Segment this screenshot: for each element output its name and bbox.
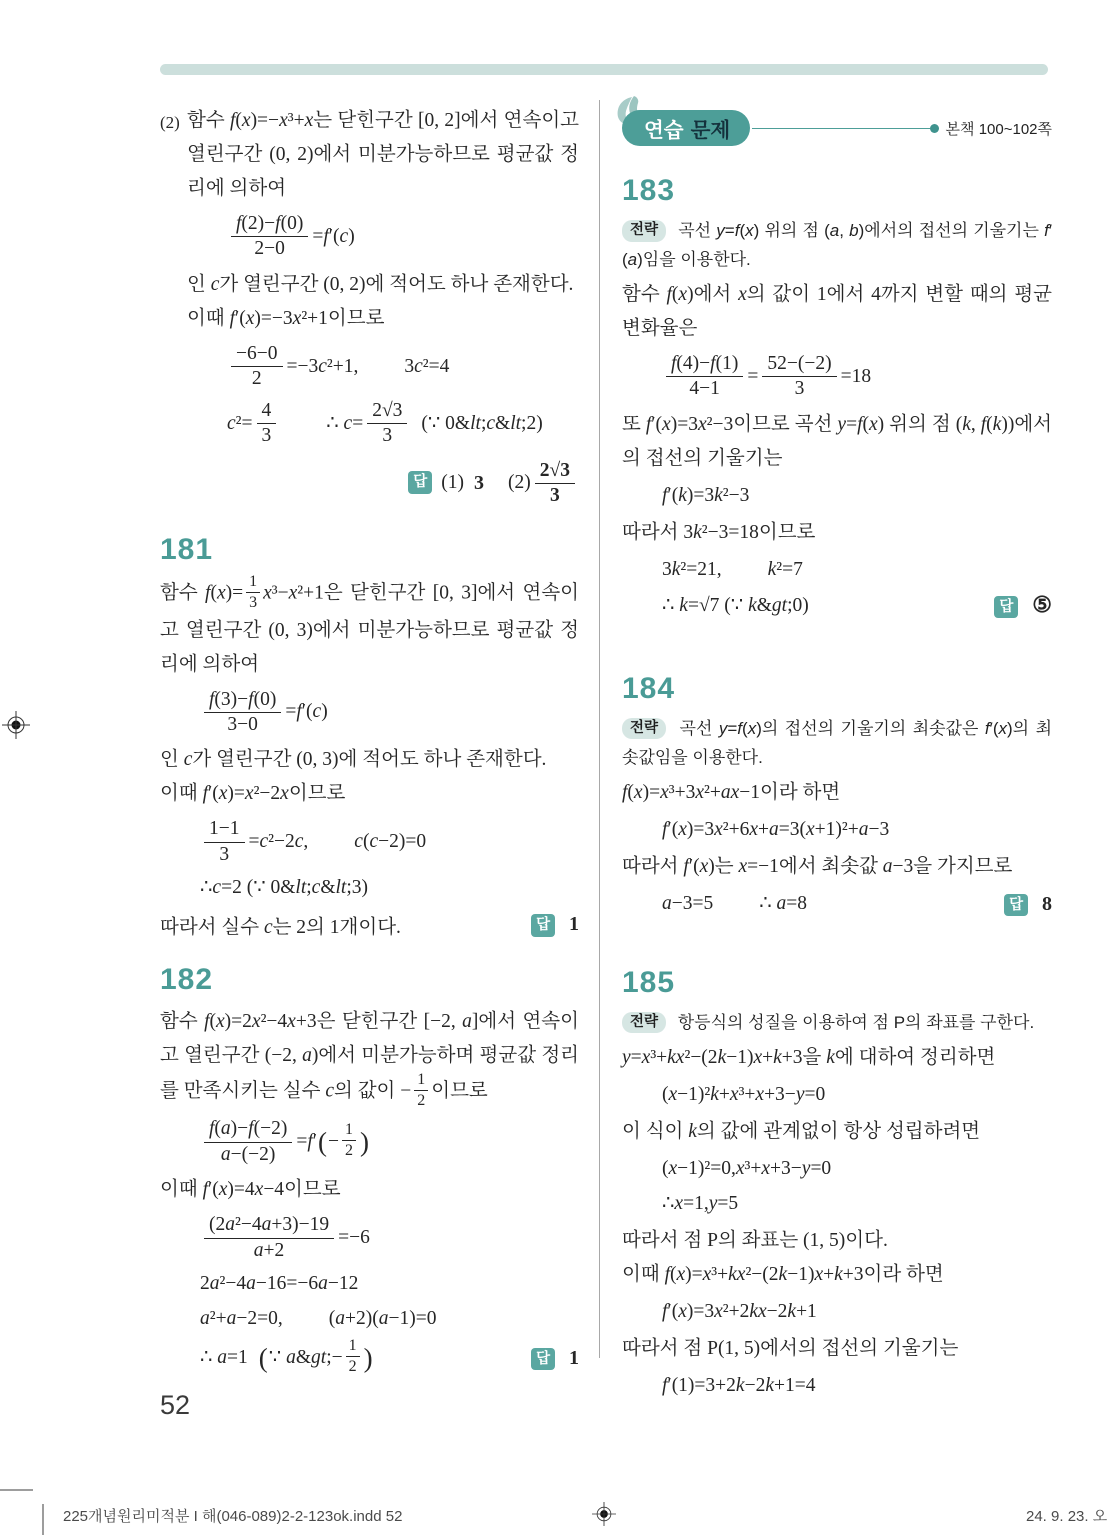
equation-text: a−3=5: [662, 893, 714, 915]
equation: [200, 1304, 579, 1334]
frac-num: 1−1: [204, 818, 245, 842]
paragraph-text: 함수 f(x)=: [160, 582, 244, 604]
equation-text: ∴ a=8: [759, 893, 808, 915]
frac-num: 4: [257, 400, 277, 424]
strategy-text: 곡선 y=f(x) 위의 점 (a, b)에서의 접선의 기울기는 f′(a)임을 이용한다.: [622, 221, 1052, 269]
equation-text: =c²−2c,: [248, 831, 309, 853]
answer-badge: 답: [994, 596, 1018, 619]
frac-num: 2√3: [535, 460, 575, 484]
solution-part-2: [160, 104, 579, 509]
left-column: [160, 104, 579, 1382]
paragraph: 함수 f(x)에서 x의 값이 1에서 4까지 변할 때의 평균변화율은: [622, 284, 1052, 339]
registration-mark-left: [2, 711, 30, 739]
paragraph: [160, 104, 579, 206]
fraction: [231, 343, 283, 391]
equation-text: k²=7: [767, 558, 803, 580]
registration-mark-bottom: [592, 1502, 616, 1526]
equation: f ′( x )=3 x ²+6 x + a =3( x +1)²+ a −3: [662, 818, 890, 840]
frac-num: f(2)−f(0): [231, 213, 308, 237]
equation-text: −: [328, 1131, 340, 1153]
fraction: [257, 400, 277, 448]
page-ref-dot: [930, 124, 939, 133]
equation-text: (∵ 0&lt;c&lt;2): [421, 412, 543, 434]
frac-den: 2: [348, 1357, 357, 1375]
problem-number: 181: [160, 533, 214, 567]
footer-date: 24. 9. 23. 오: [1026, 1508, 1108, 1525]
equation-text: a²+a−2=0,: [200, 1308, 283, 1330]
equation: 2 a ²−4 a −16=−6 a −12: [200, 1273, 359, 1295]
answer-badge: 답: [408, 471, 432, 494]
answer-value: ⑤: [1032, 591, 1052, 617]
strategy-badge: 전략: [622, 220, 666, 242]
crop-mark-horizontal: [0, 1489, 33, 1491]
paragraph: 따라서 점 P의 좌표는 (1, 5)이다.: [622, 1229, 888, 1251]
frac-num: (2a²−4a+3)−19: [204, 1214, 334, 1238]
frac-den: 3: [249, 593, 258, 611]
answer-value: 1: [569, 913, 579, 935]
equation-text: 3c²=4: [404, 355, 450, 377]
problem-185: [622, 965, 1052, 1401]
equation-group: [662, 889, 807, 919]
answer-row: [160, 911, 579, 939]
frac-den: a+2: [253, 1239, 285, 1261]
paragraph-text: 함수 f(x)=−x³+x는 닫힌구간 [0, 2]에서 연속이고 열린구간 (0, 2)에서 미분가능하므로 평균값 정리에 의하여: [187, 110, 579, 199]
frac-den: a−(−2): [220, 1143, 276, 1165]
frac-den: 3: [550, 484, 560, 506]
equation: [200, 687, 579, 739]
frac-num: −6−0: [231, 343, 283, 367]
equation-text: =−6: [338, 1227, 370, 1249]
equation: [227, 398, 579, 450]
paragraph: 따라서 f′(x)는 x=−1에서 최솟값 a−3을 가지므로: [622, 855, 1013, 877]
equation: [227, 211, 579, 263]
equation-group: [200, 1339, 374, 1377]
frac-num: f(4)−f(1): [666, 353, 743, 377]
fraction: [367, 400, 407, 448]
equation-text: 3k²=21,: [662, 558, 722, 580]
paragraph-text: 따라서 실수 c는 2의 1개이다.: [160, 917, 401, 939]
frac-den: 3: [219, 843, 230, 865]
paragraph: 인 c가 열린구간 (0, 3)에 적어도 하나 존재한다.: [160, 749, 547, 771]
frac-num: f(a)−f(−2): [204, 1118, 292, 1142]
paren-open: (: [258, 1342, 268, 1373]
frac-den: 4−1: [689, 378, 720, 400]
equation: ∴ x =1, y =5: [662, 1192, 739, 1214]
frac-num: 1: [414, 1071, 428, 1091]
answer-badge: 답: [531, 914, 555, 937]
frac-den: 2: [251, 368, 262, 390]
right-column: [622, 100, 1052, 1406]
strategy-text: 항등식의 성질을 이용하여 점 P의 좌표를 구한다.: [677, 1012, 1035, 1032]
equation: ( x −1)²=0, x ³+ x +3− y =0: [662, 1157, 832, 1179]
paragraph-text: 이므로: [431, 1080, 488, 1102]
strategy: [622, 1008, 1052, 1037]
equation: f ′( k )=3 k ²−3: [662, 484, 750, 506]
answer-row: [187, 458, 579, 510]
problem-number: 183: [622, 174, 676, 207]
paragraph: y=x³+kx²−(2k−1)x+k+3을 k에 대하여 정리하면: [622, 1046, 996, 1068]
problem-number: 182: [160, 963, 214, 997]
paren-close: ): [360, 1126, 370, 1157]
paragraph: 따라서 3k²−3=18이므로: [622, 521, 816, 543]
frac-den: 2: [417, 1091, 426, 1109]
paragraph: 이 식이 k의 값에 관계없이 항상 성립하려면: [622, 1120, 981, 1142]
equation-text: =−3c²+1,: [286, 355, 359, 377]
paragraph: [160, 1005, 579, 1111]
frac-den: 3: [382, 425, 393, 447]
frac-den: 3: [794, 378, 805, 400]
strategy: [622, 216, 1052, 274]
paragraph: 이때 f′(x)=−3x²+1이므로: [187, 307, 385, 329]
answer-value: 3: [474, 471, 485, 494]
frac-den: 2−0: [254, 238, 285, 260]
frac-num: 2√3: [367, 400, 407, 424]
frac-den: 3: [261, 425, 272, 447]
answer-group: [531, 1343, 579, 1374]
answer-part-label: (2): [508, 472, 531, 494]
equation-text: =f′(c): [312, 225, 355, 247]
fraction: [204, 1118, 292, 1166]
crop-mark-vertical: [42, 1504, 44, 1535]
item-marker: (2): [160, 113, 180, 132]
page-number: 52: [160, 1390, 191, 1420]
paragraph: 이때 f′(x)=x²−2x이므로: [160, 783, 346, 805]
practice-badge-word2: 문제: [690, 119, 731, 142]
paragraph: [160, 575, 579, 681]
equation: [200, 816, 579, 868]
answer-group: [1004, 889, 1052, 920]
answer-part-label: (1): [441, 472, 465, 494]
fraction: [762, 353, 836, 401]
paragraph: 따라서 점 P(1, 5)에서의 접선의 기울기는: [622, 1337, 959, 1359]
fraction: [342, 1121, 356, 1159]
strategy-badge: 전략: [622, 1012, 666, 1034]
frac-num: 1: [342, 1121, 356, 1141]
frac-num: f(3)−f(0): [204, 689, 281, 713]
fraction: [246, 573, 260, 611]
equation: [662, 351, 1052, 403]
equation-text: c(c−2)=0: [354, 831, 427, 853]
paragraph: f(x)=x³+3x²+ax−1이라 하면: [622, 781, 841, 803]
frac-den: 3−0: [227, 713, 258, 735]
equation: [662, 590, 1052, 622]
top-accent-bar: [160, 64, 1048, 75]
problem-number: 185: [622, 965, 676, 999]
paragraph: 또 f′(x)=3x²−3이므로 곡선 y=f(x) 위의 점 (k, f(k))에서의 접선의 기울기는: [622, 413, 1052, 469]
fraction: [414, 1071, 428, 1109]
equation: [662, 555, 1052, 585]
frac-num: 1: [346, 1337, 360, 1357]
equation: f ′(1)=3+2 k −2 k +1=4: [662, 1374, 816, 1396]
equation: ∴ c =2 (∵ 0& lt ; c & lt ;3): [200, 877, 369, 899]
strategy-badge: 전략: [622, 718, 666, 740]
equation-text: c²=: [227, 412, 253, 434]
equation-text: ∵ a&gt;−: [268, 1347, 343, 1369]
paragraph: 이때 f(x)=x³+kx²−(2k−1)x+k+3이라 하면: [622, 1263, 944, 1285]
paragraph: 이때 f′(x)=4x−4이므로: [160, 1179, 341, 1201]
paren-open: (: [318, 1126, 328, 1157]
equation-text: =f′(c): [285, 701, 328, 723]
problem-184: [622, 671, 1052, 920]
equation: [200, 1212, 579, 1264]
equation-text: ∴ c=: [326, 412, 364, 434]
answer-group: [994, 590, 1052, 622]
paragraph: 인 c가 열린구간 (0, 2)에 적어도 하나 존재한다.: [187, 273, 574, 295]
equation-text: =: [747, 365, 759, 387]
problem-183: [622, 176, 1052, 622]
strategy-text: 곡선 y=f(x)의 접선의 기울기의 최솟값은 f′(x)의 최솟값임을 이용한다.: [622, 718, 1052, 767]
practice-badge: [622, 110, 750, 146]
fraction: [204, 689, 281, 737]
fraction: [666, 353, 743, 401]
frac-num: 1: [246, 573, 260, 593]
answer-value: 8: [1042, 892, 1052, 915]
fraction: [204, 1214, 334, 1262]
equation-text: ∴ k=√7 (∵ k&gt;0): [662, 594, 809, 616]
frac-den: 2: [345, 1141, 354, 1159]
equation: [200, 1339, 579, 1377]
answer-badge: 답: [531, 1348, 555, 1371]
fraction: [346, 1337, 360, 1375]
answer-value: 1: [569, 1346, 579, 1369]
equation-text: =f′: [296, 1131, 318, 1153]
frac-num: 52−(−2): [762, 353, 836, 377]
equation-text: ∴ a=1: [200, 1347, 248, 1369]
problem-number: 184: [622, 671, 676, 705]
equation: [227, 341, 579, 393]
paragraph-text: x³−x²+1은 닫힌구간 [0, 3]에서 연속이고 열린구간 (0, 3)에서 미분가능하므로 평균값 정리에 의하여: [160, 582, 579, 675]
problem-182: [160, 965, 579, 1377]
page-ref: 본책 100~102쪽: [945, 120, 1052, 138]
practice-badge-word1: 연습: [644, 119, 684, 142]
equation: ( x −1)² k + x ³+ x +3− y =0: [662, 1083, 826, 1105]
column-divider: [599, 100, 600, 1358]
answer-badge: 답: [1004, 894, 1028, 917]
header-rule: [752, 128, 929, 129]
equation-text: (a+2)(a−1)=0: [328, 1308, 437, 1330]
equation-text: =18: [840, 365, 872, 387]
fraction: [231, 213, 308, 261]
answer-group: [531, 913, 579, 938]
strategy: [622, 714, 1052, 772]
practice-header: [622, 110, 1052, 146]
paren-close: ): [363, 1342, 373, 1373]
equation: [662, 889, 1052, 920]
problem-181: [160, 535, 579, 939]
paragraph-text: 함수 f(x)=2x²−4x+3은 닫힌구간 [−2, a]에서 연속이고 열린구간 (−2, a)에서 미분가능하며 평균값 정리를 만족시키는 실수 c의 값이 −: [160, 1011, 579, 1102]
fraction: [535, 460, 575, 508]
footer-filename: 225개념원리미적분 I 해(046-089)2-2-123ok.indd 52: [63, 1508, 403, 1525]
fraction: [204, 818, 245, 866]
equation: f ′( x )=3 x ²+2 kx −2 k +1: [662, 1300, 817, 1322]
equation: [200, 1116, 579, 1168]
